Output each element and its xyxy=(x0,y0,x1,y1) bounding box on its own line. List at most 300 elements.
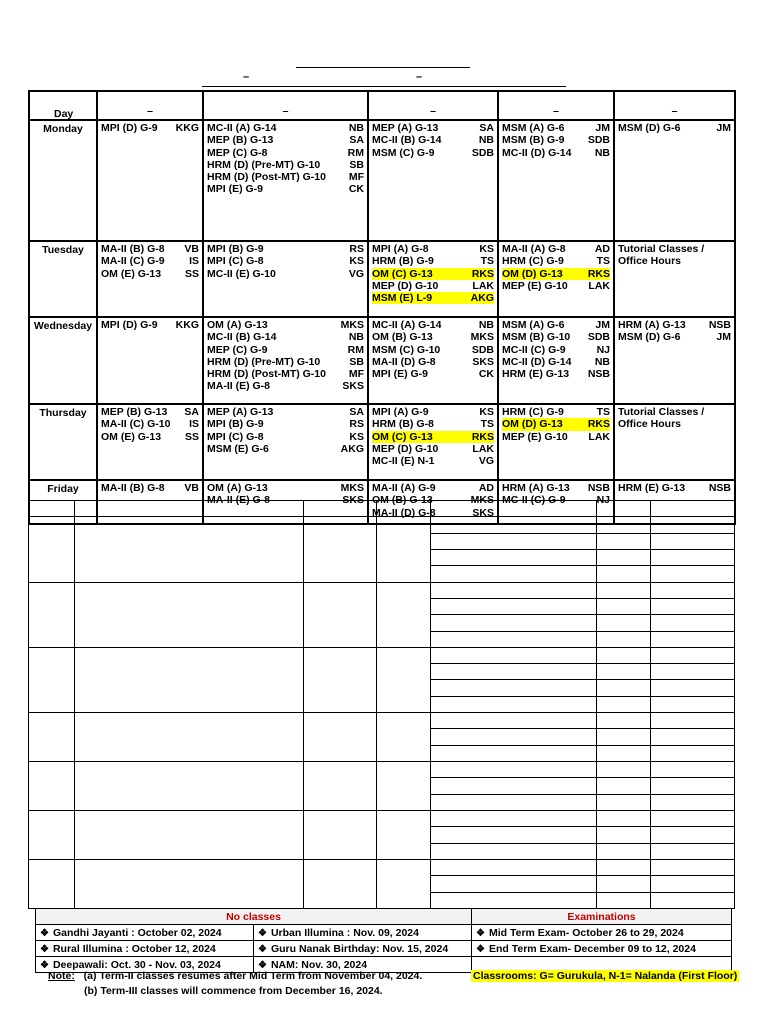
blank-grid-cell xyxy=(29,647,75,712)
course-label: MA-II (E) G-8 xyxy=(207,380,270,393)
blank-grid-cell xyxy=(431,647,597,663)
course-label: MEP (D) G-10 xyxy=(372,279,439,292)
class-entry xyxy=(502,134,610,146)
blank-grid-cell xyxy=(597,729,651,745)
blank-grid-cell xyxy=(597,762,651,778)
faculty-code: JM xyxy=(595,319,610,331)
faculty-code: SDB xyxy=(471,146,494,159)
no-classes-title: No classes xyxy=(36,909,472,925)
blank-grid-cell xyxy=(431,566,597,582)
class-entry xyxy=(372,482,494,494)
diamond-bullet-icon: ❖ xyxy=(40,943,49,955)
blank-grid-cell xyxy=(29,582,75,647)
class-entry xyxy=(207,134,364,146)
blank-grid-cell xyxy=(597,892,651,908)
class-entry xyxy=(502,268,610,280)
faculty-code: LAK xyxy=(588,430,610,443)
class-entry xyxy=(372,122,494,134)
blank-grid-cell xyxy=(75,517,304,582)
course-label: MPI (A) G-9 xyxy=(372,406,429,418)
faculty-code: VB xyxy=(184,482,199,494)
class-entry xyxy=(207,147,364,159)
course-label: MC-II (E) G-10 xyxy=(207,267,276,280)
day-label: Friday xyxy=(29,480,97,524)
holiday-item: ❖ NAM: Nov. 30, 2024 xyxy=(254,957,472,973)
course-label: MEP (A) G-13 xyxy=(207,406,274,418)
class-entry xyxy=(101,431,199,443)
blank-grid-row xyxy=(29,647,735,663)
course-label: OM (C) G-13 xyxy=(372,267,433,280)
faculty-code: CK xyxy=(348,183,364,196)
course-label: OM (D) G-13 xyxy=(502,267,563,280)
course-label: MA-II (D) G-8 xyxy=(372,355,436,368)
blank-grid-cell xyxy=(651,892,735,908)
faculty-code: NJ xyxy=(596,494,610,507)
course-label: OM (B) G-13 xyxy=(372,494,433,507)
faculty-code: LAK xyxy=(472,442,494,455)
blank-grid-cell xyxy=(431,713,597,729)
class-entry xyxy=(502,431,610,443)
blank-grid-row xyxy=(29,859,735,875)
faculty-code: AD xyxy=(478,482,494,494)
course-label: MC-II (C) G-9 xyxy=(502,343,566,356)
course-label: MEP (D) G-10 xyxy=(372,442,439,455)
class-entry xyxy=(618,122,731,134)
class-entry xyxy=(372,443,494,455)
faculty-code: LAK xyxy=(588,279,610,292)
blank-grid-cell xyxy=(377,647,431,712)
faculty-code: SKS xyxy=(342,494,364,507)
faculty-code: AD xyxy=(594,243,610,255)
class-entry xyxy=(372,243,494,255)
timetable-cell xyxy=(203,404,368,480)
diamond-bullet-icon: ❖ xyxy=(258,959,267,971)
blank-grid-cell xyxy=(377,810,431,859)
blank-grid-cell xyxy=(431,680,597,696)
faculty-code: NB xyxy=(594,355,610,368)
blank-grid-cell xyxy=(29,859,75,908)
class-entry xyxy=(101,268,199,280)
faculty-code: SDB xyxy=(587,134,610,147)
faculty-code: KS xyxy=(349,255,364,268)
class-entry xyxy=(372,368,494,380)
timetable-cell xyxy=(614,241,735,317)
class-entry xyxy=(372,418,494,430)
blank-grid-cell xyxy=(431,859,597,875)
course-label: HRM (D) (Pre-MT) G-10 xyxy=(207,355,321,368)
blank-grid-cell xyxy=(651,843,735,859)
holiday-item: ❖ Gandhi Jayanti : October 02, 2024 xyxy=(36,925,254,941)
class-entry xyxy=(502,356,610,368)
blank-grid-cell xyxy=(377,517,431,582)
class-entry xyxy=(372,344,494,356)
blank-grid-cell xyxy=(304,647,377,712)
blank-grid-cell xyxy=(651,631,735,647)
note-label: Note: xyxy=(48,970,75,982)
class-entry xyxy=(618,418,731,430)
blank-grid-cell xyxy=(75,501,304,517)
blank-grid-row xyxy=(29,582,735,598)
faculty-code: SA xyxy=(184,406,199,418)
blank-grid-cell xyxy=(597,713,651,729)
class-entry xyxy=(207,319,364,331)
blank-grid-cell xyxy=(597,631,651,647)
note-a: (a) Term-II classes resumes after Mid Term from November 04, 2024. xyxy=(83,970,423,982)
class-entry xyxy=(207,183,364,195)
class-entry xyxy=(618,319,731,331)
blank-grid-cell xyxy=(377,713,431,762)
class-entry xyxy=(618,243,731,255)
course-label: OM (E) G-13 xyxy=(101,267,162,280)
faculty-code: SDB xyxy=(587,331,610,344)
course-label: MEP (A) G-13 xyxy=(372,122,439,134)
blank-grid-cell xyxy=(431,762,597,778)
blank-grid-row xyxy=(29,762,735,778)
blank-grid-cell xyxy=(304,582,377,647)
blank-grid-cell xyxy=(597,533,651,549)
faculty-code: AKG xyxy=(340,442,364,455)
blank-grid-row xyxy=(29,810,735,826)
class-entry xyxy=(207,356,364,368)
faculty-code: MF xyxy=(348,368,364,381)
class-entry xyxy=(372,255,494,267)
timetable-cell xyxy=(614,120,735,241)
blank-grid-cell xyxy=(29,713,75,762)
holiday-item: ❖ Guru Nanak Birthday: Nov. 15, 2024 xyxy=(254,941,472,957)
header-slot-2: – xyxy=(203,91,368,120)
faculty-code: RKS xyxy=(587,418,610,431)
faculty-code: MKS xyxy=(340,319,364,331)
class-entry xyxy=(372,147,494,159)
blank-grid-cell xyxy=(651,696,735,712)
classrooms-legend: Classrooms: G= Gurukula, N-1= Nalanda (First Floor) xyxy=(473,970,738,982)
blank-grid-cell xyxy=(377,859,431,908)
faculty-code: TS xyxy=(596,255,610,268)
blank-grid-cell xyxy=(304,517,377,582)
course-label: MPI (A) G-8 xyxy=(372,243,429,255)
blank-grid-cell xyxy=(431,696,597,712)
course-label: OM (A) G-13 xyxy=(207,319,268,331)
course-label: MEP (B) G-13 xyxy=(207,134,274,147)
course-label: MSM (D) G-6 xyxy=(618,122,681,134)
blank-grid-cell xyxy=(377,582,431,647)
blank-grid-cell xyxy=(597,696,651,712)
faculty-code: RS xyxy=(349,418,364,431)
blank-grid-cell xyxy=(377,501,431,517)
class-entry xyxy=(618,406,731,418)
timetable-row xyxy=(29,404,735,480)
note-line-b xyxy=(84,985,383,997)
exam-item: ❖ Mid Term Exam- October 26 to 29, 2024 xyxy=(472,925,732,941)
blank-grid-cell xyxy=(651,745,735,761)
faculty-code: KKG xyxy=(175,319,199,331)
faculty-code: JM xyxy=(716,331,731,344)
blank-grid-cell xyxy=(29,517,75,582)
course-label: MC-II (A) G-14 xyxy=(207,122,277,134)
examinations-title: Examinations xyxy=(472,909,732,925)
faculty-code: KS xyxy=(349,430,364,443)
timetable xyxy=(28,90,736,525)
course-label: MSM (C) G-9 xyxy=(372,146,435,159)
blank-grid-cell xyxy=(75,647,304,712)
timetable-cell xyxy=(203,120,368,241)
course-label: Office Hours xyxy=(618,255,682,268)
blank-grid-cell xyxy=(651,827,735,843)
blank-grid-cell xyxy=(75,762,304,811)
course-label: MA-II (C) G-10 xyxy=(101,418,171,431)
timetable-cell xyxy=(498,317,614,404)
blank-grid-cell xyxy=(304,762,377,811)
class-entry xyxy=(502,122,610,134)
blank-grid-header-row xyxy=(29,501,735,517)
blank-grid-cell xyxy=(597,566,651,582)
blank-grid-cell xyxy=(651,566,735,582)
class-entry xyxy=(502,280,610,292)
course-label: HRM (B) G-9 xyxy=(372,255,434,268)
faculty-code: JM xyxy=(716,122,731,134)
course-label: HRM (D) (Post-MT) G-10 xyxy=(207,368,326,381)
course-label: OM (C) G-13 xyxy=(372,430,433,443)
course-label: HRM (C) G-9 xyxy=(502,406,564,418)
blank-grid-cell xyxy=(597,810,651,826)
faculty-code: NB xyxy=(478,319,494,331)
timetable-cell xyxy=(498,120,614,241)
blank-grid-cell xyxy=(597,794,651,810)
diamond-bullet-icon: ❖ xyxy=(476,943,485,955)
faculty-code: NSB xyxy=(587,368,610,381)
class-entry xyxy=(372,356,494,368)
class-entry xyxy=(207,418,364,430)
faculty-code: CK xyxy=(478,368,494,381)
day-label: Wednesday xyxy=(29,317,97,404)
blank-grid-cell xyxy=(651,615,735,631)
blank-grid-cell xyxy=(431,745,597,761)
class-entry xyxy=(207,482,364,494)
course-label: OM (A) G-13 xyxy=(207,482,268,494)
blank-grid-cell xyxy=(651,810,735,826)
blank-grid-cell xyxy=(597,843,651,859)
faculty-code: NSB xyxy=(587,482,610,494)
class-entry xyxy=(502,331,610,343)
course-label: HRM (E) G-13 xyxy=(502,368,570,381)
course-label: HRM (D) (Post-MT) G-10 xyxy=(207,171,326,184)
blank-grid-cell xyxy=(597,582,651,598)
blank-grid-cell xyxy=(304,501,377,517)
holiday-item: ❖ Urban Illumina : Nov. 09, 2024 xyxy=(254,925,472,941)
blank-grid-cell xyxy=(29,810,75,859)
course-label: MPI (C) G-8 xyxy=(207,255,264,268)
timetable-row xyxy=(29,317,735,404)
subtitle-underline xyxy=(202,86,566,87)
blank-grid-cell xyxy=(597,598,651,614)
class-entry xyxy=(372,292,494,304)
timetable-cell xyxy=(368,120,498,241)
faculty-code: VG xyxy=(348,267,364,280)
timetable-cell xyxy=(614,317,735,404)
blank-grid-cell xyxy=(377,762,431,811)
no-classes-box xyxy=(35,908,472,973)
blank-grid-cell xyxy=(431,631,597,647)
day-label: Monday xyxy=(29,120,97,241)
course-label: MSM (A) G-6 xyxy=(502,122,565,134)
faculty-code: SKS xyxy=(472,506,494,519)
blank-grid-cell xyxy=(431,810,597,826)
blank-grid-table xyxy=(28,500,735,909)
faculty-code: TS xyxy=(596,406,610,418)
faculty-code: SS xyxy=(184,267,199,280)
class-entry xyxy=(207,406,364,418)
blank-grid-cell xyxy=(597,859,651,875)
blank-grid-cell xyxy=(597,517,651,533)
header-day: Day xyxy=(29,91,97,120)
class-entry xyxy=(618,255,731,267)
course-label: HRM (A) G-13 xyxy=(502,482,570,494)
blank-grid-cell xyxy=(75,713,304,762)
timetable-row xyxy=(29,241,735,317)
faculty-code: RM xyxy=(347,343,364,356)
header-slot-1: – xyxy=(97,91,203,120)
faculty-code: NB xyxy=(348,122,364,134)
blank-grid-cell xyxy=(431,549,597,565)
note-b: (b) Term-III classes will commence from December 16, 2024. xyxy=(84,985,383,997)
blank-grid-cell xyxy=(431,615,597,631)
timetable-cell xyxy=(203,241,368,317)
faculty-code: SB xyxy=(349,158,364,171)
class-entry xyxy=(502,147,610,159)
class-entry xyxy=(502,406,610,418)
class-entry xyxy=(207,431,364,443)
blank-grid-cell xyxy=(651,517,735,533)
timetable-cell xyxy=(498,241,614,317)
course-label: MC-II (D) G-14 xyxy=(502,355,572,368)
class-entry xyxy=(207,443,364,455)
faculty-code: VG xyxy=(478,455,494,468)
faculty-code: RKS xyxy=(587,267,610,280)
class-entry xyxy=(502,482,610,494)
course-label: MEP (E) G-10 xyxy=(502,430,568,443)
class-entry xyxy=(101,406,199,418)
blank-grid-row xyxy=(29,517,735,533)
course-label: MC-II (B) G-14 xyxy=(372,134,442,147)
blank-grid-cell xyxy=(651,778,735,794)
blank-grid-cell xyxy=(597,549,651,565)
faculty-code: SA xyxy=(349,134,364,147)
class-entry xyxy=(101,482,199,494)
holiday-item: ❖ Deepawali: Oct. 30 - Nov. 03, 2024 xyxy=(36,957,254,973)
title-underline xyxy=(296,67,470,68)
course-label: MA-II (D) G-8 xyxy=(372,506,436,519)
class-entry xyxy=(207,171,364,183)
blank-grid-cell xyxy=(597,745,651,761)
timetable-row xyxy=(29,120,735,241)
course-label: MSM (E) L-9 xyxy=(372,292,433,305)
header-slot-5: – xyxy=(614,91,735,120)
blank-grid-cell xyxy=(431,501,597,517)
faculty-code: RKS xyxy=(471,430,494,443)
class-entry xyxy=(207,159,364,171)
diamond-bullet-icon: ❖ xyxy=(258,927,267,939)
blank-grid-cell xyxy=(431,778,597,794)
course-label: MSM (B) G-10 xyxy=(502,331,571,344)
course-label: OM (B) G-13 xyxy=(372,331,433,344)
class-entry xyxy=(372,268,494,280)
blank-grid-cell xyxy=(29,501,75,517)
faculty-code: NB xyxy=(348,331,364,344)
class-entry xyxy=(207,368,364,380)
holiday-item: ❖ Rural Illumina : October 12, 2024 xyxy=(36,941,254,957)
faculty-code: MKS xyxy=(470,331,494,344)
class-entry xyxy=(372,319,494,331)
timetable-cell xyxy=(97,241,203,317)
course-label: MC-II (A) G-14 xyxy=(372,319,442,331)
faculty-code: SB xyxy=(349,355,364,368)
faculty-code: RS xyxy=(349,243,364,255)
blank-grid-cell xyxy=(597,615,651,631)
blank-grid-cell xyxy=(597,778,651,794)
blank-grid-cell xyxy=(597,664,651,680)
course-label: MEP (E) G-10 xyxy=(502,279,568,292)
blank-grid-cell xyxy=(651,598,735,614)
blank-grid-cell xyxy=(651,794,735,810)
course-label: MC-II (D) G-14 xyxy=(502,146,572,159)
exam-item: ❖ End Term Exam- December 09 to 12, 2024 xyxy=(472,941,732,957)
blank-grid-cell xyxy=(304,810,377,859)
course-label: MEP (B) G-13 xyxy=(101,406,168,418)
timetable-cell xyxy=(368,404,498,480)
timetable-cell xyxy=(203,317,368,404)
diamond-bullet-icon: ❖ xyxy=(40,959,49,971)
course-label: HRM (C) G-9 xyxy=(502,255,564,268)
course-label: HRM (B) G-8 xyxy=(372,418,434,431)
faculty-code: SDB xyxy=(471,343,494,356)
faculty-code: KS xyxy=(479,406,494,418)
timetable-header-row xyxy=(29,91,735,120)
class-entry xyxy=(372,406,494,418)
course-label: Office Hours xyxy=(618,418,682,431)
faculty-code: MKS xyxy=(470,494,494,507)
course-label: MEP (C) G-9 xyxy=(207,343,268,356)
class-entry xyxy=(502,255,610,267)
header-slot-4: – xyxy=(498,91,614,120)
blank-grid-cell xyxy=(651,664,735,680)
blank-grid-cell xyxy=(431,794,597,810)
timetable-cell xyxy=(368,317,498,404)
course-label: MSM (B) G-9 xyxy=(502,134,565,147)
class-entry xyxy=(502,368,610,380)
blank-grid-cell xyxy=(29,762,75,811)
day-label: Tuesday xyxy=(29,241,97,317)
class-entry xyxy=(372,134,494,146)
class-entry xyxy=(207,255,364,267)
faculty-code: IS xyxy=(189,255,199,268)
blank-grid-cell xyxy=(651,762,735,778)
blank-grid-cell xyxy=(651,680,735,696)
course-label: MSM (E) G-6 xyxy=(207,442,269,455)
blank-grid-cell xyxy=(651,859,735,875)
blank-grid-cell xyxy=(431,876,597,892)
examinations-box xyxy=(471,908,732,973)
blank-grid-cell xyxy=(431,892,597,908)
faculty-code: VB xyxy=(184,243,199,255)
course-label: MA-II (B) G-8 xyxy=(101,243,165,255)
faculty-code: SKS xyxy=(472,355,494,368)
timetable-cell xyxy=(368,241,498,317)
faculty-code: MF xyxy=(348,171,364,184)
faculty-code: SS xyxy=(184,430,199,443)
faculty-code: SA xyxy=(479,122,494,134)
course-label: HRM (D) (Pre-MT) G-10 xyxy=(207,158,321,171)
faculty-code: IS xyxy=(189,418,199,431)
